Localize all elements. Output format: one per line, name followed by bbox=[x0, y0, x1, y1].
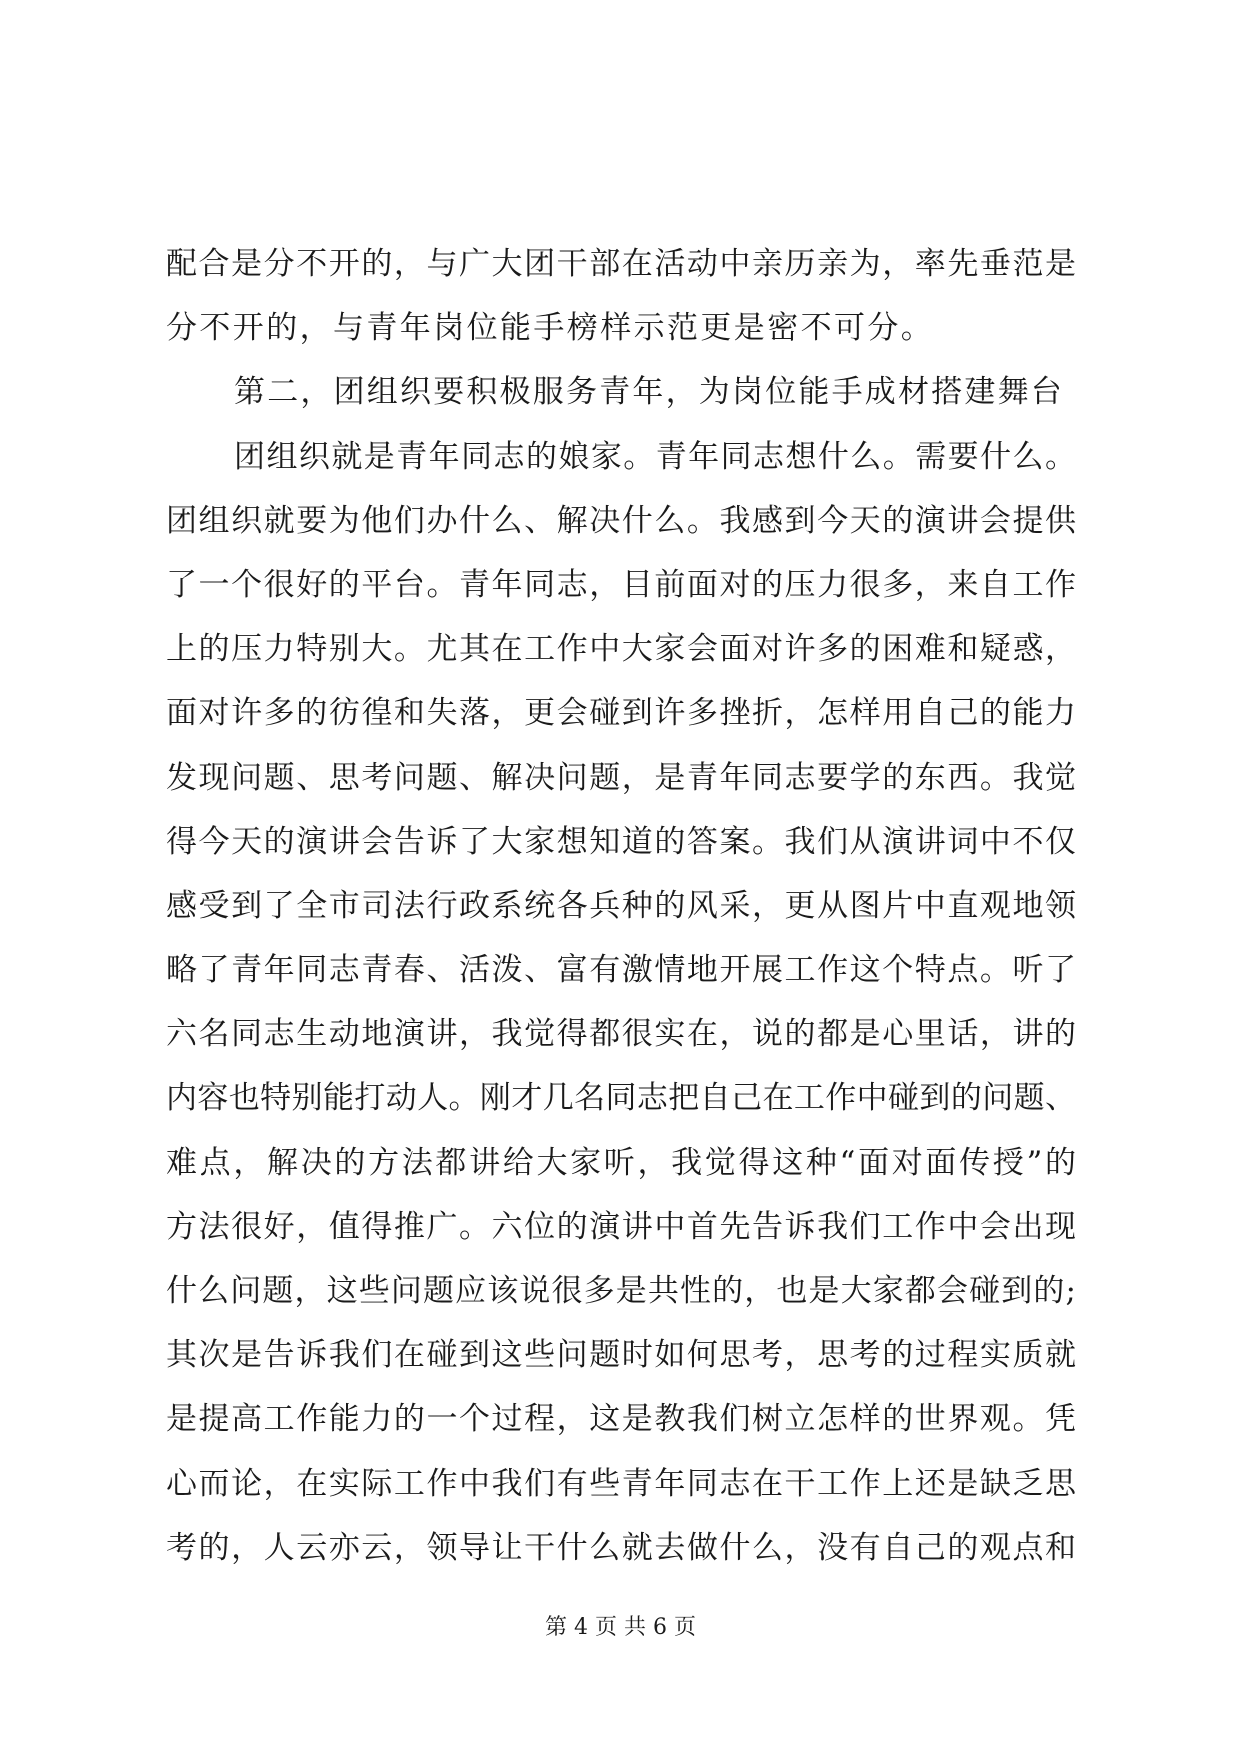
text-line: 面对许多的彷徨和失落，更会碰到许多挫折，怎样用自己的能力 bbox=[166, 695, 1076, 732]
text-line: 其次是告诉我们在碰到这些问题时如何思考，思考的过程实质就 bbox=[166, 1337, 1076, 1374]
text-line: 方法很好，值得推广。六位的演讲中首先告诉我们工作中会出现 bbox=[166, 1208, 1076, 1245]
text-line: 什么问题，这些问题应该说很多是共性的，也是大家都会碰到的; bbox=[166, 1273, 1076, 1309]
text-line: 上的压力特别大。尤其在工作中大家会面对许多的困难和疑惑， bbox=[166, 631, 1076, 668]
text-line: 难点，解决的方法都讲给大家听，我觉得这种“面对面传授”的 bbox=[166, 1144, 1076, 1181]
text-line: 感受到了全市司法行政系统各兵种的风采，更从图片中直观地领 bbox=[166, 887, 1076, 924]
section-heading: 第二，团组织要积极服务青年，为岗位能手成材搭建舞台 bbox=[234, 374, 1064, 411]
text-line: 团组织就是青年同志的娘家。青年同志想什么。需要什么。 bbox=[234, 438, 1076, 475]
text-line: 发现问题、思考问题、解决问题，是青年同志要学的东西。我觉 bbox=[166, 759, 1076, 796]
text-line: 内容也特别能打动人。刚才几名同志把自己在工作中碰到的问题、 bbox=[166, 1080, 1076, 1117]
text-line: 配合是分不开的，与广大团干部在活动中亲历亲为，率先垂范是 bbox=[166, 246, 1076, 282]
text-line: 分不开的，与青年岗位能手榜样示范更是密不可分。 bbox=[166, 310, 935, 347]
text-line: 考的，人云亦云，领导让干什么就去做什么，没有自己的观点和 bbox=[166, 1529, 1076, 1566]
page-number-footer: 第 4 页 共 6 页 bbox=[545, 1615, 696, 1640]
text-line: 了一个很好的平台。青年同志，目前面对的压力很多，来自工作 bbox=[166, 566, 1076, 603]
text-line: 六名同志生动地演讲，我觉得都很实在，说的都是心里话，讲的 bbox=[166, 1016, 1076, 1053]
text-line: 略了青年同志青春、活泼、富有激情地开展工作这个特点。听了 bbox=[166, 952, 1076, 989]
text-line: 团组织就要为他们办什么、解决什么。我感到今天的演讲会提供 bbox=[166, 502, 1076, 539]
text-line: 是提高工作能力的一个过程，这是教我们树立怎样的世界观。凭 bbox=[166, 1401, 1076, 1438]
text-line: 得今天的演讲会告诉了大家想知道的答案。我们从演讲词中不仅 bbox=[166, 823, 1076, 860]
text-line: 心而论，在实际工作中我们有些青年同志在干工作上还是缺乏思 bbox=[166, 1465, 1076, 1502]
body-text bbox=[166, 232, 1076, 1580]
